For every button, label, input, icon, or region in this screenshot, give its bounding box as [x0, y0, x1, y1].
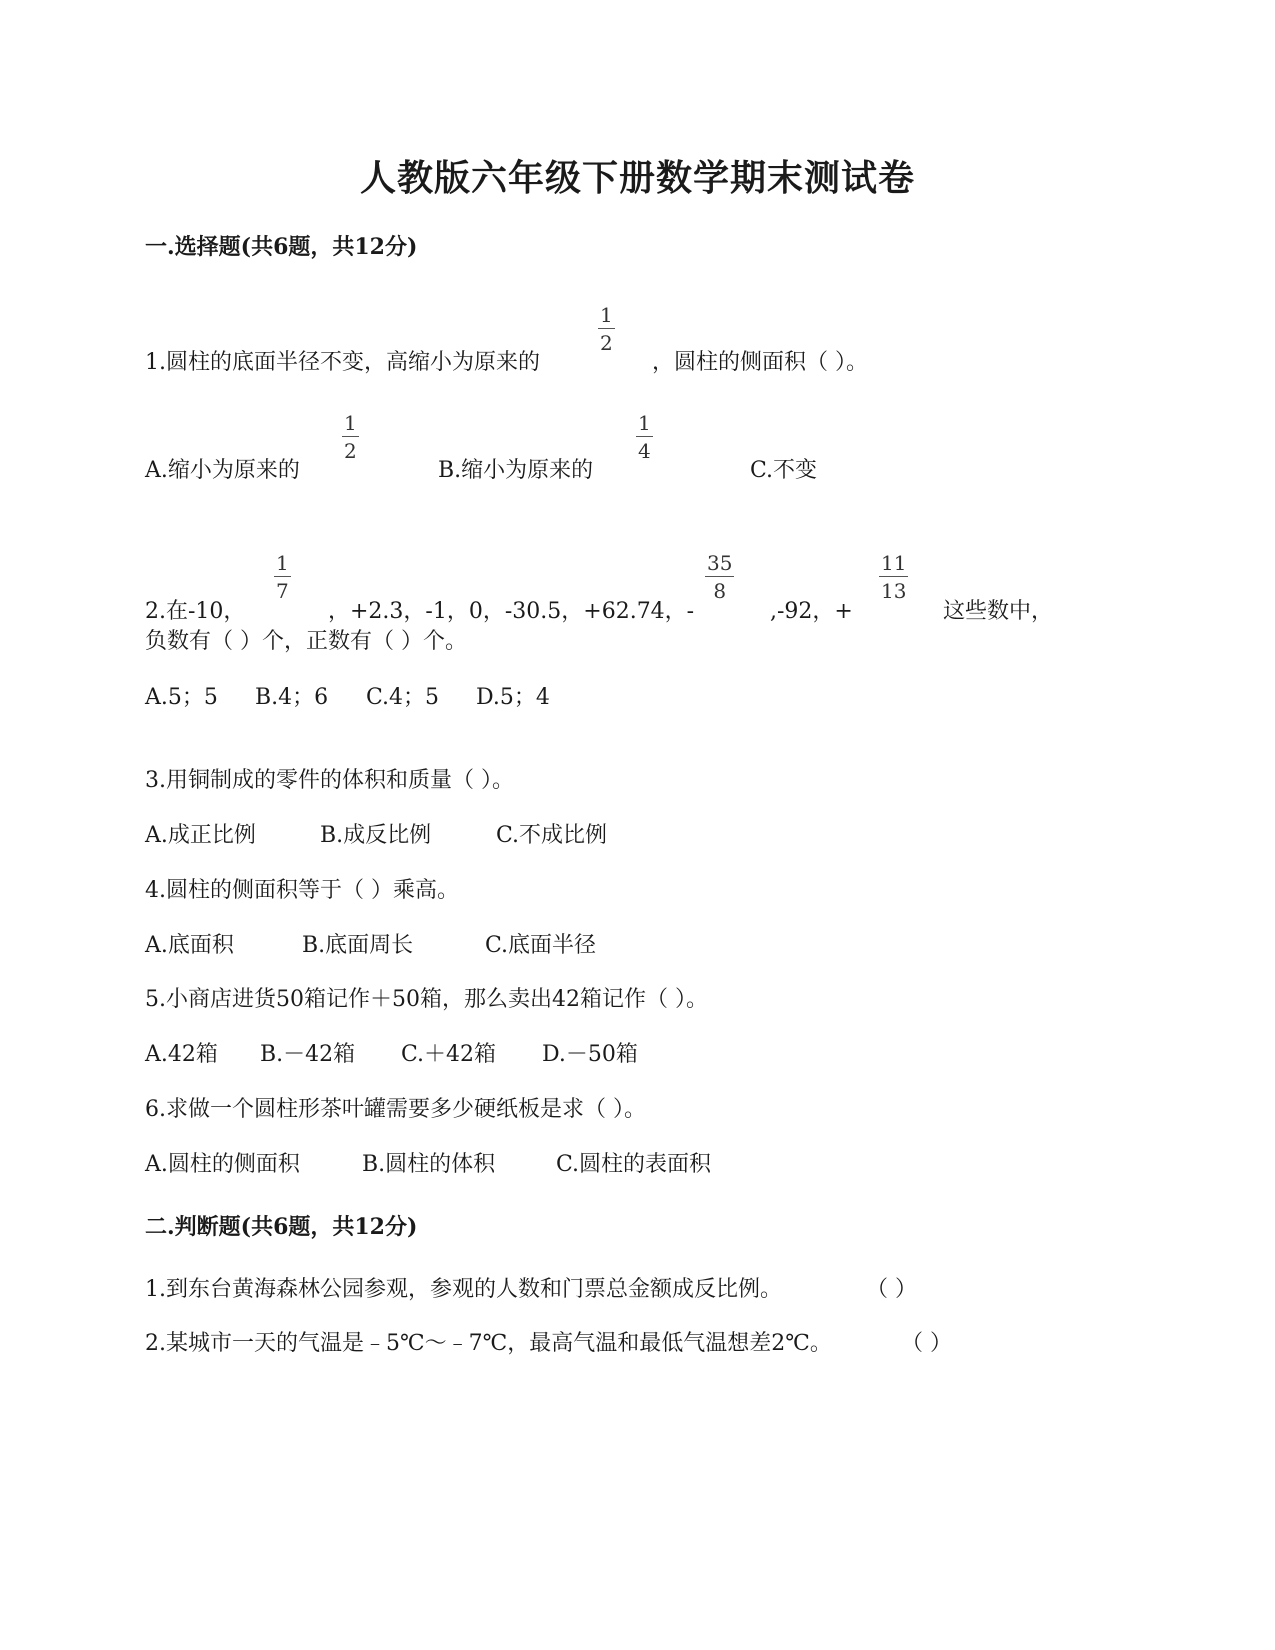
- judge-item-2: 2.某城市一天的气温是﹣5℃～﹣7℃，最高气温和最低气温想差2℃。: [145, 1331, 832, 1356]
- fraction-numerator: 35: [707, 551, 733, 575]
- fraction-numerator: 1: [276, 551, 289, 575]
- q3-stem: 3.用铜制成的零件的体积和质量（ ）。: [145, 768, 514, 793]
- judge-item-1: 1.到东台黄海森林公园参观，参观的人数和门票总金额成反比例。: [145, 1277, 782, 1302]
- fraction-denominator: 8: [713, 579, 727, 603]
- fraction-numerator: 1: [344, 411, 357, 435]
- q1-option-b: B.缩小为原来的: [438, 458, 594, 483]
- q3-option-b: B.成反比例: [320, 823, 432, 848]
- q3-option-a: A.成正比例: [145, 823, 256, 848]
- q2-fraction-1: [274, 553, 291, 601]
- q6-option-b: B.圆柱的体积: [362, 1152, 496, 1177]
- q1-option-a: A.缩小为原来的: [145, 458, 300, 483]
- q1-option-b-fraction: [636, 413, 653, 461]
- q2-option-c: C.4；5: [366, 685, 440, 710]
- q2-stem-part4: 这些数中，: [943, 599, 1054, 624]
- q4-stem: 4.圆柱的侧面积等于（ ）乘高。: [145, 878, 459, 903]
- fraction-numerator: 1: [638, 411, 651, 435]
- q2-stem-part3: ,-92，+: [770, 599, 853, 624]
- fraction-numerator: 1: [600, 303, 613, 327]
- fraction-denominator: 2: [600, 331, 613, 355]
- q4-option-c: C.底面半径: [485, 933, 597, 958]
- q5-option-c: C.＋42箱: [401, 1042, 497, 1067]
- q2-option-d: D.5；4: [476, 685, 550, 710]
- q5-stem: 5.小商店进货50箱记作＋50箱，那么卖出42箱记作（ ）。: [145, 987, 708, 1012]
- q1-option-c: C.不变: [750, 458, 818, 483]
- q2-fraction-2: [705, 553, 734, 601]
- judge-item-1-answer-paren: （ ）: [866, 1277, 917, 1302]
- q3-option-c: C.不成比例: [496, 823, 608, 848]
- q4-option-a: A.底面积: [145, 933, 234, 958]
- q1-stem-part1: 1.圆柱的底面半径不变，高缩小为原来的: [145, 350, 540, 375]
- q4-option-b: B.底面周长: [302, 933, 414, 958]
- q5-option-a: A.42箱: [145, 1042, 218, 1067]
- q5-option-d: D.－50箱: [542, 1042, 638, 1067]
- q1-fraction: [598, 305, 615, 353]
- fraction-denominator: 7: [276, 579, 289, 603]
- page-title: 人教版六年级下册数学期末测试卷: [359, 157, 915, 199]
- q2-option-b: B.4；6: [255, 685, 329, 710]
- q1-stem-part2: ，圆柱的侧面积（ ）。: [652, 350, 868, 375]
- q2-stem-line2: 负数有（ ）个，正数有（ ）个。: [145, 629, 467, 654]
- fraction-denominator: 4: [638, 439, 651, 463]
- q5-option-b: B.－42箱: [260, 1042, 356, 1067]
- q6-option-c: C.圆柱的表面积: [556, 1152, 712, 1177]
- q2-stem-part2: ，+2.3，-1，0，-30.5，+62.74，-: [328, 599, 695, 624]
- q2-option-a: A.5；5: [145, 685, 218, 710]
- section-heading-judge: 二.判断题(共6题，共12分): [145, 1214, 418, 1240]
- q2-fraction-3: [879, 553, 908, 601]
- q6-stem: 6.求做一个圆柱形茶叶罐需要多少硬纸板是求（ ）。: [145, 1097, 646, 1122]
- fraction-denominator: 2: [344, 439, 357, 463]
- q6-option-a: A.圆柱的侧面积: [145, 1152, 300, 1177]
- fraction-numerator: 11: [881, 551, 907, 575]
- fraction-denominator: 13: [881, 579, 907, 603]
- section-heading-choice: 一.选择题(共6题，共12分): [145, 234, 418, 260]
- q1-option-a-fraction: [342, 413, 359, 461]
- judge-item-2-answer-paren: （ ）: [901, 1331, 952, 1356]
- q2-stem-part1: 2.在-10，: [145, 599, 246, 624]
